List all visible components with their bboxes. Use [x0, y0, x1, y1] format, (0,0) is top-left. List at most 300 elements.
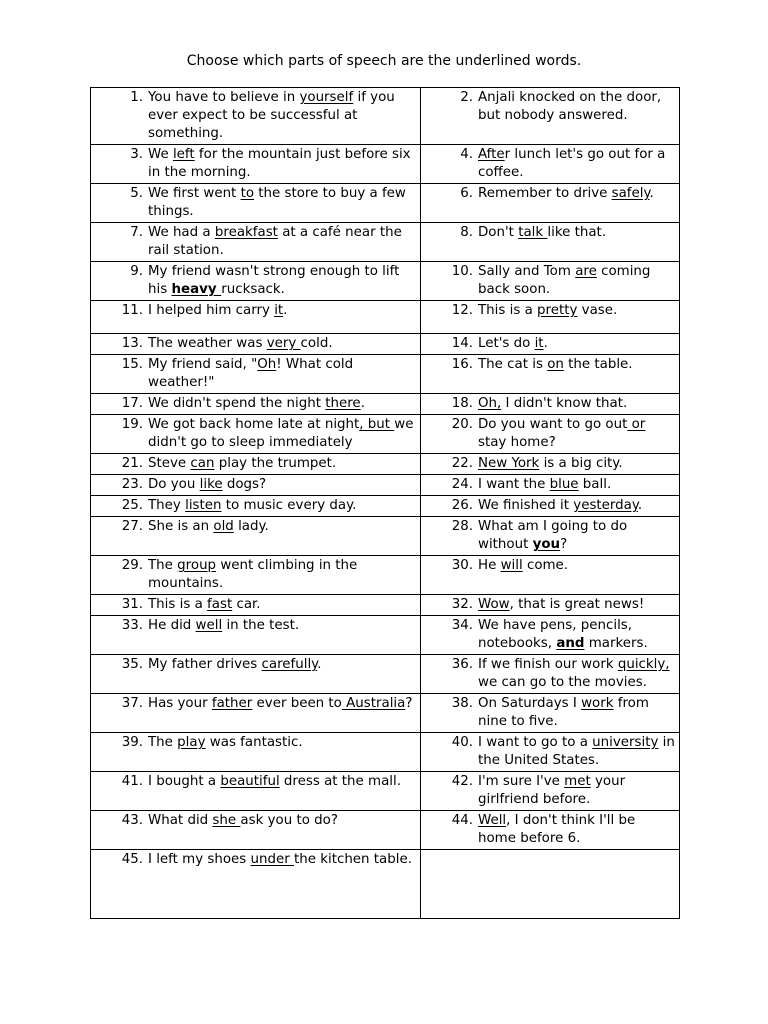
worksheet-title: Choose which parts of speech are the underlined words.: [186, 53, 582, 69]
question-cell: [421, 184, 680, 223]
question-text: [478, 656, 675, 692]
sentence-fragment: , I don't think I'll be home before 6.: [478, 813, 636, 846]
sentence-fragment: .: [283, 303, 288, 318]
question-item: [91, 497, 416, 515]
sentence-fragment: My friend said, ": [148, 357, 258, 372]
question-item: [91, 263, 416, 299]
sentence-fragment: in the United States.: [478, 735, 675, 768]
underlined-word: listen: [185, 498, 222, 513]
question-number: 13.: [121, 336, 143, 351]
underlined-word: very: [266, 336, 301, 351]
underlined-word: met: [564, 774, 591, 789]
question-item: [421, 812, 675, 848]
table-row: [91, 184, 680, 223]
sentence-fragment: We finished it: [478, 498, 574, 513]
sentence-fragment: the store to buy a few things.: [148, 186, 406, 219]
question-number: 40.: [451, 735, 473, 750]
question-cell: [421, 88, 680, 145]
question-text: [148, 455, 416, 473]
sentence-fragment: rucksack.: [221, 282, 285, 297]
question-cell: [91, 595, 421, 616]
question-item: [91, 557, 416, 593]
question-item: [91, 455, 416, 473]
sentence-fragment: We have pens, pencils, notebooks,: [478, 618, 633, 651]
question-text: [478, 734, 675, 770]
underlined-word: blue: [549, 477, 579, 492]
question-cell: [421, 145, 680, 184]
table-row: [91, 262, 680, 301]
question-number: 22.: [451, 456, 473, 471]
question-cell: [91, 733, 421, 772]
question-item: [91, 302, 416, 320]
question-item: [91, 617, 416, 635]
question-item: [421, 773, 675, 809]
sentence-fragment: is a big city.: [539, 456, 623, 471]
sentence-fragment: in the test.: [222, 618, 300, 633]
question-number: 17.: [121, 396, 143, 411]
question-text: [478, 89, 675, 125]
question-cell: [91, 556, 421, 595]
question-number: 2.: [460, 90, 473, 105]
question-cell: [421, 811, 680, 850]
table-row: [91, 355, 680, 394]
sentence-fragment: We didn't spend the night: [148, 396, 326, 411]
question-number: 8.: [460, 225, 473, 240]
table-row: [91, 454, 680, 475]
question-cell: [421, 517, 680, 556]
underlined-word: can: [190, 456, 215, 471]
question-item: [91, 335, 416, 353]
sentence-fragment: If we finish our work: [478, 657, 618, 672]
table-row: [91, 616, 680, 655]
question-number: 38.: [451, 696, 473, 711]
question-item: [421, 518, 675, 554]
question-number: 30.: [451, 558, 473, 573]
question-number: 16.: [451, 357, 473, 372]
underlined-word: Australia: [341, 696, 406, 711]
question-number: 11.: [121, 303, 143, 318]
table-row: [91, 145, 680, 184]
question-cell: [91, 772, 421, 811]
question-text: [478, 146, 675, 182]
sentence-fragment: play the trumpet.: [214, 456, 337, 471]
question-number: 19.: [121, 417, 143, 432]
question-cell: [91, 145, 421, 184]
question-number: 45.: [121, 852, 143, 867]
question-text: [478, 263, 675, 299]
sentence-fragment: The: [148, 558, 178, 573]
sentence-fragment: the table.: [563, 357, 633, 372]
sentence-fragment: we didn't go to sleep immediately: [148, 417, 414, 450]
underlined-word: fast: [207, 597, 233, 612]
question-text: [478, 395, 675, 413]
question-item: [91, 773, 416, 791]
question-cell: [421, 655, 680, 694]
questions-table: [90, 87, 680, 919]
underlined-word: under: [250, 852, 294, 867]
sentence-fragment: He: [478, 558, 501, 573]
question-number: 9.: [130, 264, 143, 279]
sentence-fragment: ask you to do?: [240, 813, 338, 828]
question-number: 12.: [451, 303, 473, 318]
question-item: [91, 224, 416, 260]
sentence-fragment: On Saturdays I: [478, 696, 582, 711]
table-row: [91, 556, 680, 595]
underlined-word: will: [500, 558, 523, 573]
table-row: [91, 301, 680, 334]
sentence-fragment: She is an: [148, 519, 214, 534]
question-number: 34.: [451, 618, 473, 633]
question-text: [148, 773, 416, 791]
question-text: [478, 185, 675, 203]
sentence-fragment: The: [148, 735, 178, 750]
underlined-word: [171, 282, 221, 297]
question-cell: [421, 454, 680, 475]
sentence-fragment: ?: [405, 696, 413, 711]
underlined-word: are: [575, 264, 597, 279]
table-row: [91, 850, 680, 919]
underlined-word: quickly,: [617, 657, 670, 672]
question-item: [91, 416, 416, 452]
question-item: [421, 185, 675, 203]
sentence-fragment: Do you want to go out: [478, 417, 628, 432]
question-number: 10.: [451, 264, 473, 279]
question-cell: [421, 733, 680, 772]
question-text: [148, 89, 416, 143]
question-number: 5.: [130, 186, 143, 201]
underlined-word: to: [240, 186, 255, 201]
question-number: 41.: [121, 774, 143, 789]
question-cell: [421, 772, 680, 811]
question-item: [91, 356, 416, 392]
question-number: 27.: [121, 519, 143, 534]
question-item: [91, 656, 416, 674]
questions-table-body: [91, 88, 680, 919]
question-item: [421, 395, 675, 413]
sentence-fragment: to music every day.: [221, 498, 357, 513]
sentence-fragment: come.: [522, 558, 569, 573]
question-number: 25.: [121, 498, 143, 513]
table-row: [91, 517, 680, 556]
underlined-word: yourself: [299, 90, 354, 105]
question-text: [148, 695, 416, 713]
question-item: [91, 395, 416, 413]
sentence-fragment: Steve: [148, 456, 191, 471]
question-number: 32.: [451, 597, 473, 612]
question-item: [91, 812, 416, 830]
question-text: [478, 416, 675, 452]
underlined-word: well: [195, 618, 223, 633]
question-cell: [421, 394, 680, 415]
question-item: [91, 146, 416, 182]
sentence-fragment: Don't: [478, 225, 519, 240]
sentence-fragment: We got back home late at night: [148, 417, 360, 432]
question-number: 14.: [451, 336, 473, 351]
underlined-word: it: [274, 303, 284, 318]
sentence-fragment: My friend wasn't strong enough to lift his: [148, 264, 400, 297]
question-cell: [421, 496, 680, 517]
question-cell: [421, 556, 680, 595]
question-item: [421, 455, 675, 473]
question-text: [148, 263, 416, 299]
question-number: 29.: [121, 558, 143, 573]
underlined-word: she: [212, 813, 241, 828]
question-number: 4.: [460, 147, 473, 162]
sentence-fragment: Let's do: [478, 336, 535, 351]
question-item: [421, 263, 675, 299]
underlined-word: there: [325, 396, 361, 411]
sentence-fragment: vase.: [577, 303, 618, 318]
sentence-fragment: I bought a: [148, 774, 221, 789]
sentence-fragment: ever been to: [252, 696, 342, 711]
question-item: [421, 497, 675, 515]
question-text: [148, 476, 416, 494]
sentence-fragment: .: [649, 186, 654, 201]
sentence-fragment: at a café near the rail station.: [148, 225, 402, 258]
underlined-word: beautiful: [220, 774, 280, 789]
question-number: 15.: [121, 357, 143, 372]
question-number: 36.: [451, 657, 473, 672]
question-cell: [421, 475, 680, 496]
question-cell: [91, 850, 421, 919]
question-cell: [91, 262, 421, 301]
underlined-word: left: [172, 147, 195, 162]
question-cell: [91, 394, 421, 415]
question-item: [421, 656, 675, 692]
question-text: [148, 335, 416, 353]
question-item: [91, 695, 416, 713]
question-cell: [91, 415, 421, 454]
question-cell: [91, 184, 421, 223]
table-row: [91, 595, 680, 616]
question-text: [148, 497, 416, 515]
question-cell: [421, 694, 680, 733]
question-text: [148, 224, 416, 260]
question-text: [478, 518, 675, 554]
sentence-fragment: r lunch let's go out for a coffee.: [478, 147, 666, 180]
question-text: [148, 812, 416, 830]
question-item: [91, 185, 416, 221]
question-cell: [91, 223, 421, 262]
sentence-fragment: car.: [232, 597, 261, 612]
sentence-fragment: .: [360, 396, 365, 411]
question-cell: [421, 334, 680, 355]
question-number: 35.: [121, 657, 143, 672]
sentence-fragment: Do you: [148, 477, 200, 492]
underlined-word-text: you: [532, 537, 561, 552]
question-text: [478, 497, 675, 515]
sentence-fragment: .: [637, 498, 643, 513]
sentence-fragment: They: [148, 498, 186, 513]
question-text: [478, 557, 675, 575]
question-cell: [91, 496, 421, 517]
underlined-word: on: [547, 357, 564, 372]
question-text: [478, 617, 675, 653]
underlined-word: Wow: [478, 597, 510, 612]
question-number: 23.: [121, 477, 143, 492]
underlined-word: yesterday: [573, 498, 638, 513]
question-text: [478, 302, 675, 320]
sentence-fragment: My father drives: [148, 657, 262, 672]
sentence-fragment: Anjali knocked on the door, but nobody answered.: [478, 90, 662, 123]
table-row: [91, 223, 680, 262]
sentence-fragment: ball.: [578, 477, 612, 492]
question-text: [148, 416, 416, 452]
sentence-fragment: , that is great news!: [509, 597, 645, 612]
underlined-word: father: [211, 696, 253, 711]
sentence-fragment: What am I going to do without: [478, 519, 628, 552]
question-cell: [91, 811, 421, 850]
underlined-word: , but: [359, 417, 395, 432]
underlined-word-text: heavy: [171, 282, 222, 297]
sentence-fragment: Sally and Tom: [478, 264, 576, 279]
question-item: [421, 617, 675, 653]
underlined-word: group: [177, 558, 217, 573]
question-item: [421, 302, 675, 320]
question-item: [91, 518, 416, 536]
question-text: [478, 476, 675, 494]
question-number: 21.: [121, 456, 143, 471]
table-row: [91, 733, 680, 772]
question-text: [478, 695, 675, 731]
sentence-fragment: We had a: [148, 225, 215, 240]
question-item: [91, 89, 416, 143]
table-row: [91, 88, 680, 145]
question-text: [148, 518, 416, 536]
sentence-fragment: The cat is: [478, 357, 548, 372]
question-text: [148, 656, 416, 674]
question-item: [421, 476, 675, 494]
question-cell: [91, 655, 421, 694]
question-number: 28.: [451, 519, 473, 534]
question-cell: [91, 301, 421, 334]
underlined-word: pretty: [537, 303, 578, 318]
sentence-fragment: for the mountain just before six in the morning.: [148, 147, 411, 180]
underlined-word: or: [627, 417, 646, 432]
underlined-word: play: [177, 735, 206, 750]
question-cell: [421, 595, 680, 616]
table-row: [91, 415, 680, 454]
question-text: [478, 596, 675, 614]
question-item: [421, 224, 675, 242]
question-cell: [421, 223, 680, 262]
question-item: [421, 335, 675, 353]
question-text: [148, 185, 416, 221]
sentence-fragment: I didn't know that.: [501, 396, 628, 411]
question-item: [421, 416, 675, 452]
question-number: 44.: [451, 813, 473, 828]
table-row: [91, 811, 680, 850]
question-item: [91, 596, 416, 614]
sentence-fragment: went climbing in the mountains.: [148, 558, 358, 591]
question-text: [148, 557, 416, 593]
question-number: 37.: [121, 696, 143, 711]
question-cell: [91, 454, 421, 475]
sentence-fragment: cold.: [300, 336, 333, 351]
sentence-fragment: from nine to five.: [478, 696, 649, 729]
question-item: [91, 851, 416, 869]
table-row: [91, 655, 680, 694]
question-item: [421, 695, 675, 731]
question-cell: [421, 262, 680, 301]
question-item: [421, 734, 675, 770]
question-text: [148, 851, 416, 869]
sentence-fragment: ?: [560, 537, 568, 552]
table-row: [91, 694, 680, 733]
question-text: [478, 455, 675, 473]
question-cell: [91, 88, 421, 145]
underlined-word: Afte: [478, 147, 505, 162]
sentence-fragment: was fantastic.: [205, 735, 303, 750]
sentence-fragment: We: [148, 147, 173, 162]
question-number: 6.: [460, 186, 473, 201]
underlined-word-text: and: [556, 636, 585, 651]
table-row: [91, 772, 680, 811]
question-cell: [91, 694, 421, 733]
sentence-fragment: your girlfriend before.: [478, 774, 626, 807]
sentence-fragment: He did: [148, 618, 196, 633]
sentence-fragment: The weather was: [148, 336, 267, 351]
question-cell: [421, 850, 680, 919]
sentence-fragment: if you ever expect to be successful at something.: [148, 90, 395, 141]
sentence-fragment: You have to believe in: [148, 90, 300, 105]
underlined-word: [533, 537, 560, 552]
sentence-fragment: Remember to drive: [478, 186, 612, 201]
sentence-fragment: the kitchen table.: [294, 852, 412, 867]
sentence-fragment: I want to go to a: [478, 735, 593, 750]
underlined-word: carefully: [261, 657, 318, 672]
sentence-fragment: This is a: [478, 303, 538, 318]
sentence-fragment: I'm sure I've: [478, 774, 565, 789]
underlined-word: New York: [478, 456, 540, 471]
underlined-word: talk: [518, 225, 548, 240]
question-item: [91, 476, 416, 494]
table-row: [91, 475, 680, 496]
table-row: [91, 394, 680, 415]
underlined-word: like: [199, 477, 223, 492]
sentence-fragment: This is a: [148, 597, 208, 612]
sentence-fragment: I left my shoes: [148, 852, 251, 867]
table-row: [91, 334, 680, 355]
question-text: [148, 596, 416, 614]
underlined-word: it: [534, 336, 544, 351]
sentence-fragment: Has your: [148, 696, 212, 711]
question-number: 18.: [451, 396, 473, 411]
sentence-fragment: .: [543, 336, 548, 351]
sentence-fragment: dress at the mall.: [279, 774, 401, 789]
question-text: [478, 224, 675, 242]
sentence-fragment: coming back soon.: [478, 264, 651, 297]
underlined-word: [556, 636, 584, 651]
sentence-fragment: I helped him carry: [148, 303, 275, 318]
question-number: 43.: [121, 813, 143, 828]
question-text: [148, 734, 416, 752]
question-text: [478, 356, 675, 374]
question-cell: [421, 616, 680, 655]
question-text: [148, 356, 416, 392]
sentence-fragment: lady.: [233, 519, 269, 534]
question-cell: [91, 334, 421, 355]
sentence-fragment: We first went: [148, 186, 241, 201]
question-text: [478, 773, 675, 809]
question-cell: [421, 355, 680, 394]
underlined-word: university: [592, 735, 659, 750]
question-cell: [421, 415, 680, 454]
sentence-fragment: like that.: [547, 225, 607, 240]
question-text: [148, 302, 416, 320]
question-text: [148, 146, 416, 182]
sentence-fragment: dogs?: [222, 477, 267, 492]
